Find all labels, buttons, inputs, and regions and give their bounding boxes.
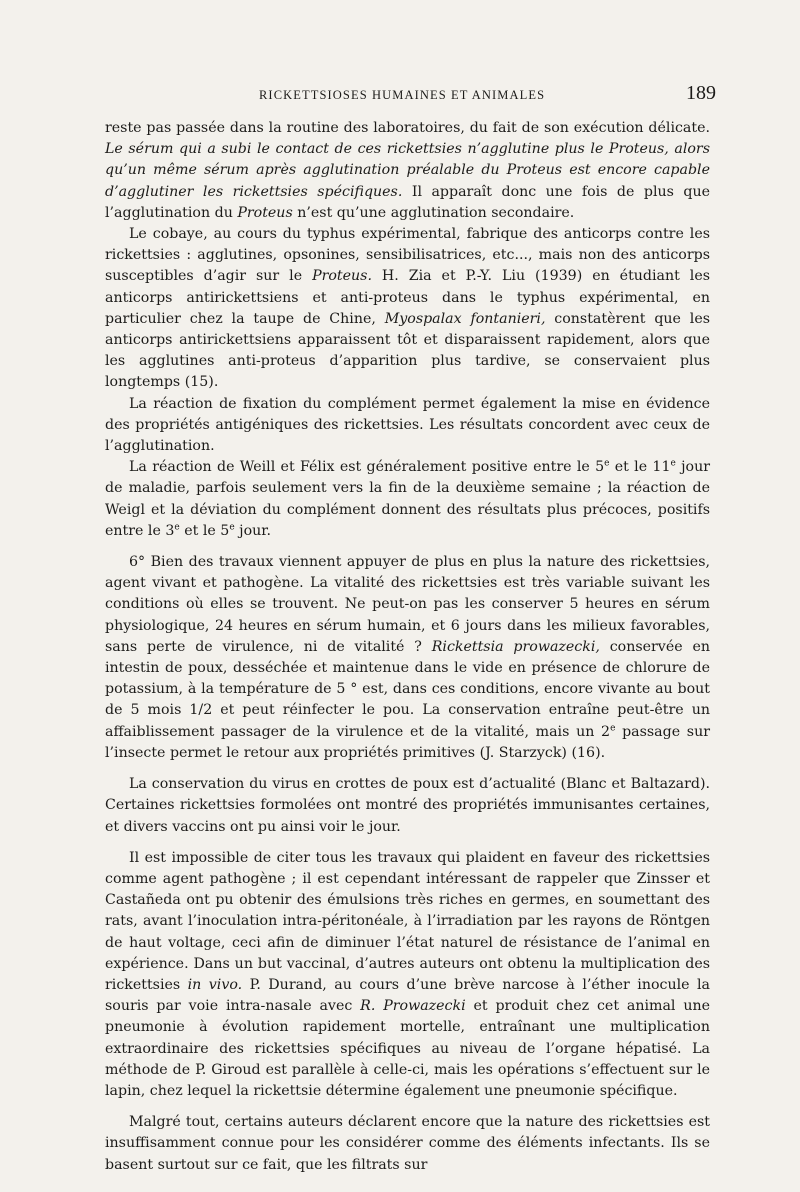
paragraph-2 [105,224,710,394]
paragraph-6: La conservation du virus en crottes de poux est d’actualité (Blanc et Baltazard). Certaines rickettsies formolées ont montré des propriétés immunisantes certaines, et divers vaccins ont pu ainsi voir le jour. [105,776,710,835]
paragraph-8: Malgré tout, certains auteurs déclarent encore que la nature des rickettsies est insuffisamment connue pour les considérer comme des éléments infectants. Ils se basent surtout sur ce fait, que les filtrats sur [105,1114,710,1173]
body-text [105,118,710,1176]
paragraph-7 [105,848,710,1102]
page-number: 189 [686,82,716,104]
paragraph-1-emphasis: Le sérum qui a subi le contact de ces rickettsies n’agglutine plus le Proteus, alors qu’un même sérum après agglutination préalable du Proteus est encore capable d’agglutiner les rickettsies spécifiques. [105,141,710,200]
paragraph-7-species: R. Prowazecki [360,998,466,1015]
paragraph-2-part-c: H. Zia et P.-Y. Liu (1939) en étudiant les anticorps antirickettsiens et anti-proteus dans le typhus expérimental, en particulier chez la taupe de Chine, [105,268,710,327]
paragraph-5-part-a: 6° Bien des travaux viennent appuyer de plus en plus la nature des rickettsies, agent vivant et pathogène. La vitalité des rickettsies est très variable suivant les conditions où elles se trouvent. Ne peut-on pas les conserver 5 heures en sérum physiologique, 24 heures en sérum humain, et 6 jours dans les milieux favorables, sans perte de virulence, ni de vitalité ? [105,554,710,655]
paragraph-7-part-c: P. Durand, au cours d’une brève narcose à l’éther inocule la souris par voie intra-nasale avec [105,976,710,1015]
paragraph-1-part-a: reste pas passée dans la routine des laboratoires, du fait de son exécution délicate. [105,120,710,136]
paragraph-4 [105,457,710,542]
paragraph-5-part-c: conservée en intestin de poux, desséchée et maintenue dans le vide en présence de chlorure de potassium, à la température de 5 ° est, dans ces conditions, encore vivante au bout de 5 mois 1/2 et peut réinfecter le pou. La conservation entraîne peut-être un affaiblissement passager de la virulence et de la vitalité, mais un 2 [105,638,710,740]
paragraph-5-sup: e [610,722,616,733]
paragraph-1-part-c: Il apparaît donc une fois de plus que l’agglutination du [105,183,710,221]
paragraph-4-sup-4: e [229,522,235,533]
paragraph-4-part-a: La réaction de Weill et Félix est généralement positive entre le 5 [129,459,605,476]
paragraph-4-part-d: et le 5 [179,522,230,539]
paragraph-5-species: Rickettsia prowazecki, [431,638,600,655]
paragraph-4-part-c: jour de maladie, parfois seulement vers la fin de la deuxième semaine ; la réaction de Weigl et la déviation du complément donnent des résultats plus précoces, positifs entre le 3 [105,459,710,539]
paragraph-5 [105,552,710,764]
running-title: RICKETTSIOSES HUMAINES ET ANIMALES [259,88,546,102]
paragraph-4-part-e: jour. [234,522,271,539]
paragraph-4-sup-1: e [604,458,610,469]
paragraph-1-part-e: n’est qu’une agglutination secondaire. [292,204,575,221]
paragraph-3: La réaction de fixation du complément permet également la mise en évidence des propriétés antigéniques des rickettsies. Les résultats concordent avec ceux de l’agglutination. [105,395,710,455]
paragraph-2-proteus: Proteus. [312,268,372,285]
paragraph-5-part-d: passage sur l’insecte permet le retour aux propriétés primitives (J. Starzyck) (16). [105,723,710,761]
paragraph-4-sup-3: e [174,522,180,533]
paragraph-7-part-a: Il est impossible de citer tous les travaux qui plaident en faveur des rickettsies comme agent pathogène ; il est cependant intéressant de rappeler que Zinsser et Castañeda ont pu obtenir des émulsions très riches en germes, en soumettant des rats, avant l’inoculation intra-péritonéale, à l’irradiation par les rayons de Röntgen de haut voltage, ceci afin de diminuer l’état naturel de résistance de l’animal en expérience. Dans un but vaccinal, d’autres auteurs ont obtenu la multiplication des rickettsies [105,849,710,993]
paragraph-4-sup-2: e [670,458,676,469]
paragraph-1-proteus: Proteus [237,204,293,221]
paragraph-4-part-b: et le 11 [609,459,671,476]
running-header [105,82,716,106]
paragraph-2-part-a: Le cobaye, au cours du typhus expérimental, fabrique des anticorps contre les rickettsies : agglutines, opsonines, sensibilisatrices, etc..., mais non des anticorps susceptibles d’agir sur le [105,226,710,285]
paragraph-2-part-e: constatèrent que les anticorps antirickettsiens apparaissent tôt et disparaissent rapidement, alors que les agglutines anti-proteus d’apparition plus tardive, se conservaient plus longtemps (15). [105,310,711,391]
paragraph-1 [105,118,710,224]
paragraph-2-species: Myospalax fontanieri, [384,310,546,327]
paragraph-7-in-vivo: in vivo. [187,976,243,993]
paragraph-7-part-e: et produit chez cet animal une pneumonie à évolution rapidement mortelle, entraînant une multiplication extraordinaire des rickettsies spécifiques au niveau de l’organe hépatisé. La méthode de P. Giroud est parallèle à celle-ci, mais les opérations s’effectuent sur le lapin, chez lequel la rickettsie détermine également une pneumonie spécifique. [105,998,710,1099]
